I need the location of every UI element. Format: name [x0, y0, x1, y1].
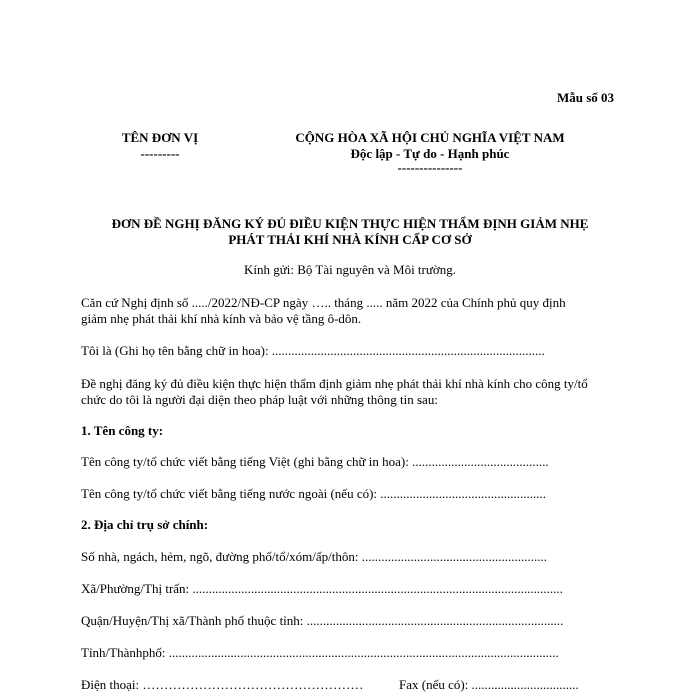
company-name-foreign-field: Tên công ty/tổ chức viết bằng tiếng nước ngoài (nếu có): ...................................................: [81, 486, 547, 501]
motto-divider: ---------------: [397, 160, 463, 175]
request-line-1: Đề nghị đăng ký đủ điều kiện thực hiện thẩm định giảm nhẹ phát thải khí nhà kính cho công ty/tổ: [81, 376, 588, 391]
form-number: Mẫu số 03: [557, 90, 615, 105]
nation-name: CỘNG HÒA XÃ HỘI CHỦ NGHĨA VIỆT NAM: [295, 130, 565, 145]
district-field: Quận/Huyện/Thị xã/Thành phố thuộc tỉnh: ...............................................................................: [81, 613, 564, 628]
ward-field: Xã/Phường/Thị trấn: ..................................................................................................................: [81, 581, 563, 596]
section-2-heading: 2. Địa chỉ trụ sở chính:: [81, 517, 209, 532]
section-1-heading: 1. Tên công ty:: [81, 423, 164, 438]
recipient: Kính gửi: Bộ Tài nguyên và Môi trường.: [243, 262, 457, 277]
company-name-vn-field: Tên công ty/tổ chức viết bằng tiếng Việt (ghi bằng chữ in hoa): ..........................................: [81, 454, 549, 469]
request-line-2: chức do tôi là người đại diện theo pháp luật với những thông tin sau:: [81, 392, 438, 407]
fax-field: Fax (nếu có): .................................: [399, 677, 579, 692]
document-title-line-1: ĐƠN ĐỀ NGHỊ ĐĂNG KÝ ĐỦ ĐIỀU KIỆN THỰC HIỆN THẨM ĐỊNH GIẢM NHẸ: [111, 216, 589, 231]
document-title-line-2: PHÁT THẢI KHÍ NHÀ KÍNH CẤP CƠ SỞ: [228, 232, 472, 247]
phone-field: Điện thoại: ……………………………………………: [81, 677, 364, 692]
declarant-field: Tôi là (Ghi họ tên bằng chữ in hoa): ....................................................................................: [81, 343, 545, 358]
unit-name: TÊN ĐƠN VỊ: [121, 130, 199, 145]
street-field: Số nhà, ngách, hẻm, ngõ, đường phố/tổ/xóm/ấp/thôn: .........................................................: [81, 549, 548, 564]
legal-basis-line-2: giảm nhẹ phát thải khí nhà kính và bảo vệ tầng ô-dôn.: [81, 311, 362, 326]
legal-basis-line-1: Căn cứ Nghị định số ...../2022/NĐ-CP ngày ….. tháng ..... năm 2022 của Chính phủ quy định: [81, 295, 566, 310]
province-field: Tỉnh/Thànhphố: ........................................................................................................................: [81, 645, 559, 660]
unit-divider: ---------: [140, 146, 180, 161]
motto: Độc lập - Tự do - Hạnh phúc: [350, 146, 510, 161]
